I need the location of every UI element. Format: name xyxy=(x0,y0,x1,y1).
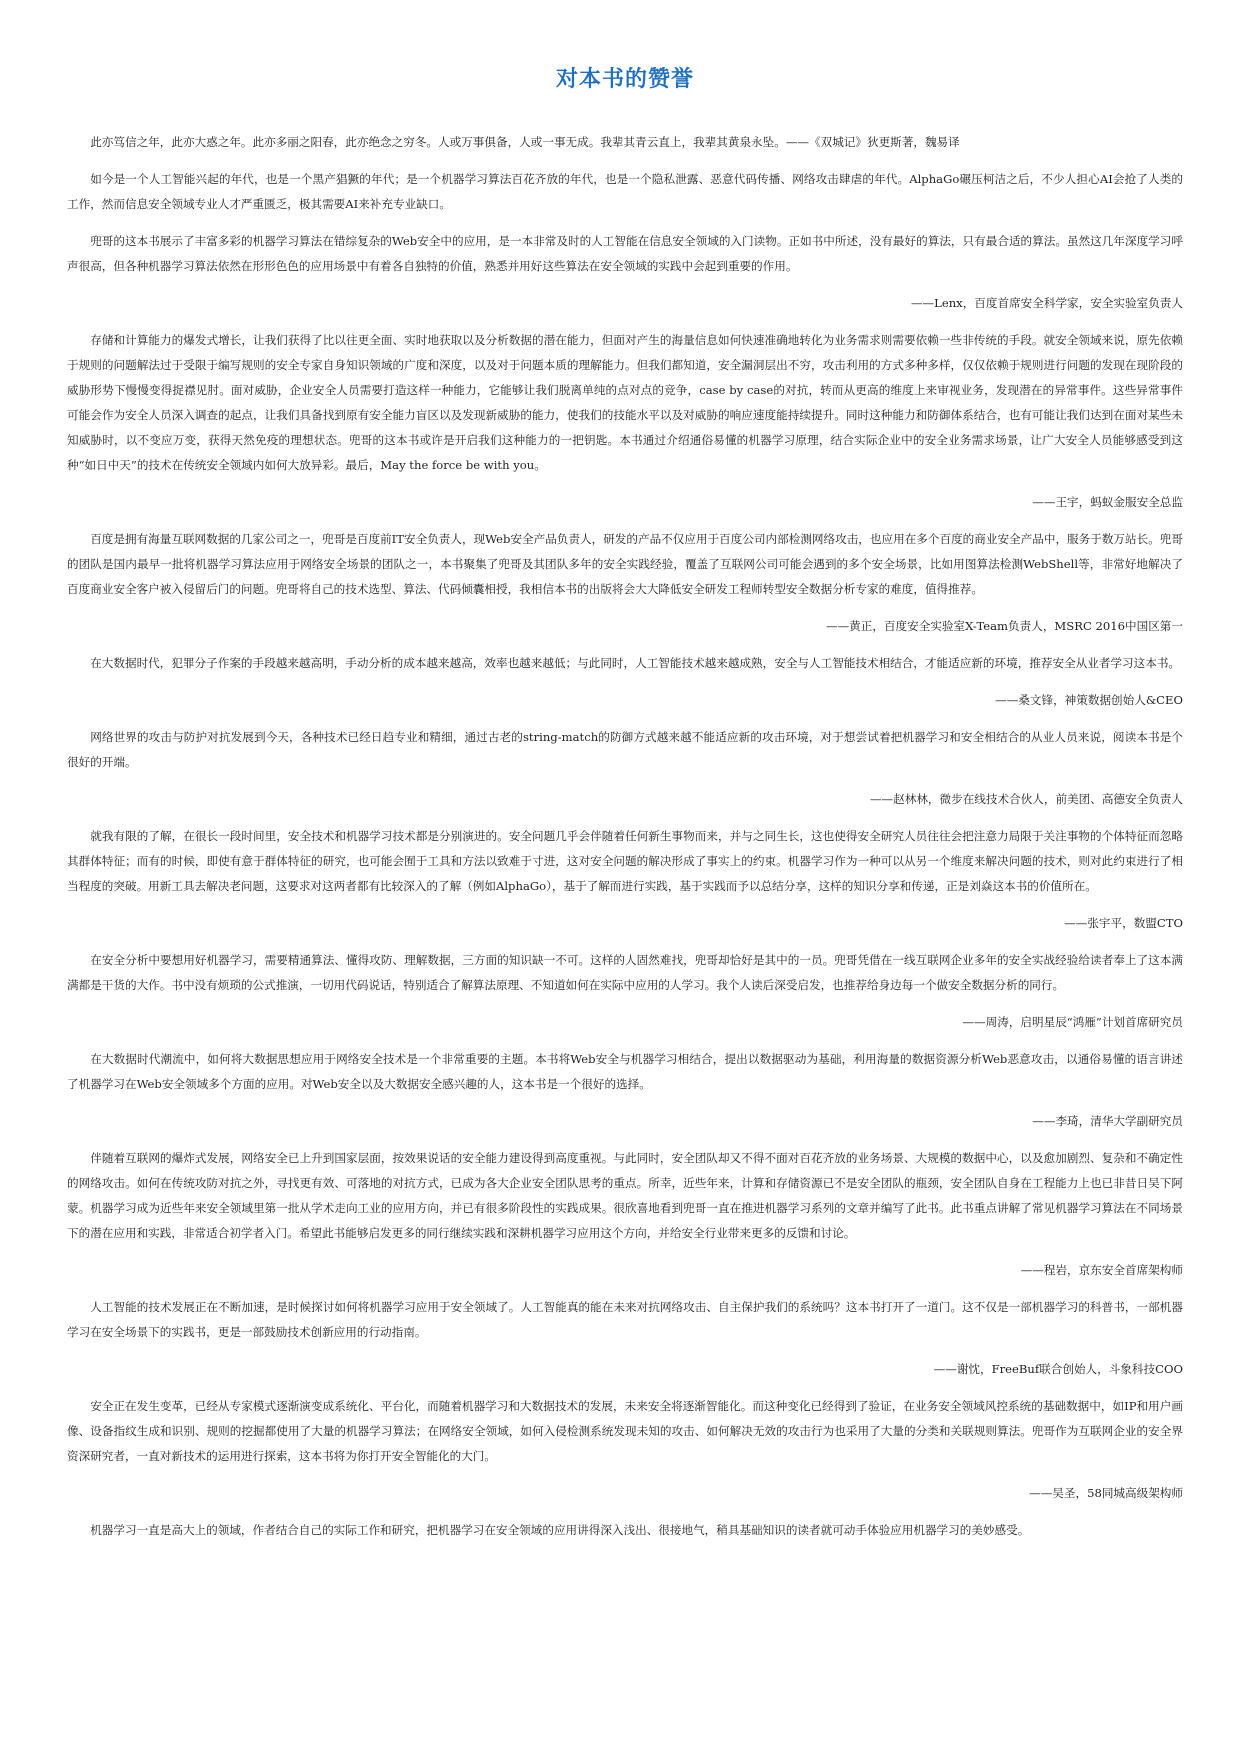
endorsement-item xyxy=(67,1146,1183,1295)
endorsement-author: ——谢忱，FreeBuf联合创始人，斗象科技COO xyxy=(933,1362,1183,1376)
endorsement-item xyxy=(67,725,1183,824)
endorsement-text: 就我有限的了解，在很长一段时间里，安全技术和机器学习技术都是分别演进的。安全问题几乎会伴随着任何新生事物而来，并与之同生长，这也使得安全研究人员往往会把注意力局限于关注事物的个体特征而忽略其群体特征；而有的时候，即使有意于群体特征的研究，也可能会囿于工具和方法以致难于寸进，这对安全问题的解决形成了事实上的约束。机器学习作为一种可以从另一个维度来解决问题的技术，则对此约束进行了相当程度的突破。用新工具去解决老问题，这要求对这两者都有比较深入的了解（例如AlphaGo），基于了解而进行实践，基于实践而予以总结分享，这样的知识分享和传递，正是刘焱这本书的价值所在。 xyxy=(67,829,1183,893)
endorsement-text: 在大数据时代，犯罪分子作案的手段越来越高明，手动分析的成本越来越高，效率也越来越低；与此同时，人工智能技术越来越成熟，安全与人工智能技术相结合，才能适应新的环境，推荐安全从业者学习这本书。 xyxy=(90,656,1181,670)
intro-paragraph: 如今是一个人工智能兴起的年代，也是一个黑产猖獗的年代；是一个机器学习算法百花齐放的年代，也是一个隐私泄露、恶意代码传播、网络攻击肆虐的年代。AlphaGo碾压柯洁之后，不少人担心AI会抢了人类的工作，然而信息安全领域专业人才严重匮乏，极其需要AI来补充专业缺口。 xyxy=(67,172,1183,211)
endorsement-text: 在大数据时代潮流中，如何将大数据思想应用于网络安全技术是一个非常重要的主题。本书将Web安全与机器学习相结合，提出以数据驱动为基础，利用海量的数据资源分析Web恶意攻击，以通俗易懂的语言讲述了机器学习在Web安全领域多个方面的应用。对Web安全以及大数据安全感兴趣的人，这本书是一个很好的选择。 xyxy=(67,1052,1183,1091)
endorsement-author: ——程岩，京东安全首席架构师 xyxy=(1020,1263,1183,1277)
endorsement-author: ——张宇平，数盟CTO xyxy=(1064,916,1183,930)
endorsement-item xyxy=(67,824,1183,948)
page-title: 对本书的赞誉 xyxy=(555,67,694,92)
endorsement-author: ——周涛，启明星辰“鸿雁”计划首席研究员 xyxy=(962,1015,1183,1029)
endorsement-author: ——桑文锋，神策数据创始人&CEO xyxy=(995,693,1183,707)
endorsement-author: ——黄正，百度安全实验室X-Team负责人，MSRC 2016中国区第一 xyxy=(825,619,1183,633)
opening-quote: 此亦笃信之年，此亦大惑之年。此亦多丽之阳春，此亦绝念之穷冬。人或万事俱备，人或一事无成。我辈其青云直上，我辈其黄泉永坠。——《双城记》狄更斯著，魏易译 xyxy=(90,135,960,149)
endorsement-item xyxy=(67,651,1183,725)
endorsement-text: 存储和计算能力的爆发式增长，让我们获得了比以往更全面、实时地获取以及分析数据的潜在能力，但面对产生的海量信息如何快速准确地转化为业务需求则需要依赖一些非传统的手段。就安全领域来说，原先依赖于规则的问题解法过于受限于编写规则的安全专家自身知识领域的广度和深度，以及对于问题本质的理解能力。但我们都知道，安全漏洞层出不穷，攻击利用的方式多种多样，仅仅依赖于规则进行问题的发现在现阶段的威胁形势下慢慢变得捉襟见肘。面对威胁，企业安全人员需要打造这样一种能力，它能够让我们脱离单纯的点对点的竞争，case by case的对抗，转而从更高的维度上来审视业务，发现潜在的异常事件。这些异常事件可能会作为安全人员深入调查的起点，让我们具备找到原有安全能力盲区以及发现新威胁的能力，使我们的技能水平以及对威胁的响应速度能持续提升。同时这种能力和防御体系结合，也有可能让我们达到在面对某些未知威胁时，以不变应万变，获得天然免疫的理想状态。兜哥的这本书或许是开启我们这种能力的一把钥匙。本书通过介绍通俗易懂的机器学习原理，结合实际企业中的安全业务需求场景，让广大安全人员能够感受到这种“如日中天”的技术在传统安全领域内如何大放异彩。最后，May the force be with you。 xyxy=(67,333,1183,472)
closing-paragraph: 机器学习一直是高大上的领域，作者结合自己的实际工作和研究，把机器学习在安全领域的应用讲得深入浅出、很接地气，稍具基础知识的读者就可动手体验应用机器学习的美妙感受。 xyxy=(90,1523,1030,1537)
endorsement-text: 兜哥的这本书展示了丰富多彩的机器学习算法在错综复杂的Web安全中的应用，是一本非常及时的人工智能在信息安全领域的入门读物。正如书中所述，没有最好的算法，只有最合适的算法。虽然这几年深度学习呼声很高，但各种机器学习算法依然在形形色色的应用场景中有着各自独特的价值，熟悉并用好这些算法在安全领域的实践中会起到重要的作用。 xyxy=(67,234,1183,273)
endorsement-text: 伴随着互联网的爆炸式发展，网络安全已上升到国家层面，按效果说话的安全能力建设得到高度重视。与此同时，安全团队却又不得不面对百花齐放的业务场景、大规模的数据中心，以及愈加剧烈、复杂和不确定性的网络攻击。如何在传统攻防对抗之外，寻找更有效、可落地的对抗方式，已成为各大企业安全团队思考的重点。所幸，近些年来，计算和存储资源已不是安全团队的瓶颈，安全团队自身在工程能力上也已非昔日吴下阿蒙。机器学习成为近些年来安全领域里第一批从学术走向工业的应用方向，并已有很多阶段性的实践成果。很欣喜地看到兜哥一直在推进机器学习系列的文章并编写了此书。此书重点讲解了常见机器学习算法在不同场景下的潜在应用和实践，非常适合初学者入门。希望此书能够启发更多的同行继续实践和深耕机器学习应用这个方向，并给安全行业带来更多的反馈和讨论。 xyxy=(67,1151,1183,1240)
endorsement-author: ——李琦，清华大学副研究员 xyxy=(1032,1114,1183,1128)
endorsement-author: ——吴圣，58同城高级架构师 xyxy=(1029,1486,1183,1500)
endorsement-text: 安全正在发生变革，已经从专家模式逐渐演变成系统化、平台化，而随着机器学习和大数据技术的发展，未来安全将逐渐智能化。而这种变化已经得到了验证，在业务安全领域风控系统的基础数据中，如IP和用户画像、设备指纹生成和识别、规则的挖掘都使用了大量的机器学习算法；在网络安全领域，如何入侵检测系统发现未知的攻击、如何解决无效的攻击行为也采用了大量的分类和关联规则算法。兜哥作为互联网企业的安全界资深研究者，一直对新技术的运用进行探索，这本书将为你打开安全智能化的大门。 xyxy=(67,1399,1183,1463)
endorsement-text: 人工智能的技术发展正在不断加速，是时候探讨如何将机器学习应用于安全领域了。人工智能真的能在未来对抗网络攻击、自主保护我们的系统吗？这本书打开了一道门。这不仅是一部机器学习的科普书，一部机器学习在安全场景下的实践书，更是一部鼓励技术创新应用的行动指南。 xyxy=(67,1300,1183,1339)
endorsement-item xyxy=(67,328,1183,527)
endorsement-item xyxy=(67,1394,1183,1518)
endorsement-author: ——Lenx，百度首席安全科学家，安全实验室负责人 xyxy=(910,296,1183,310)
endorsement-item xyxy=(67,527,1183,651)
endorsement-item xyxy=(67,1047,1183,1146)
endorsement-text: 网络世界的攻击与防护对抗发展到今天，各种技术已经日趋专业和精细，通过古老的string-match的防御方式越来越不能适应新的攻击环境，对于想尝试着把机器学习和安全相结合的从业人员来说，阅读本书是个很好的开端。 xyxy=(67,730,1183,769)
endorsement-list xyxy=(67,229,1183,1518)
endorsement-item xyxy=(67,229,1183,328)
endorsement-item xyxy=(67,948,1183,1047)
endorsement-item xyxy=(67,1295,1183,1394)
endorsement-author: ——赵林林，微步在线技术合伙人，前美团、高德安全负责人 xyxy=(869,792,1183,806)
endorsement-text: 百度是拥有海量互联网数据的几家公司之一，兜哥是百度前IT安全负责人，现Web安全产品负责人，研发的产品不仅应用于百度公司内部检测网络攻击，也应用在多个百度的商业安全产品中，服务于数万站长。兜哥的团队是国内最早一批将机器学习算法应用于网络安全场景的团队之一，本书聚集了兜哥及其团队多年的安全实践经验，覆盖了互联网公司可能会遇到的多个安全场景，比如用图算法检测WebShell等，非常好地解决了百度商业安全客户被入侵留后门的问题。兜哥将自己的技术选型、算法、代码倾囊相授，我相信本书的出版将会大大降低安全研发工程师转型安全数据分析专家的难度，值得推荐。 xyxy=(67,532,1183,596)
endorsement-text: 在安全分析中要想用好机器学习，需要精通算法、懂得攻防、理解数据，三方面的知识缺一不可。这样的人固然难找，兜哥却恰好是其中的一员。兜哥凭借在一线互联网企业多年的安全实战经验给读者奉上了这本满满都是干货的大作。书中没有烦琐的公式推演，一切用代码说话，特别适合了解算法原理、不知道如何在实际中应用的人学习。我个人读后深受启发，也推荐给身边每一个做安全数据分析的同行。 xyxy=(67,953,1183,992)
endorsement-author: ——王宇，蚂蚁金服安全总监 xyxy=(1032,495,1183,509)
